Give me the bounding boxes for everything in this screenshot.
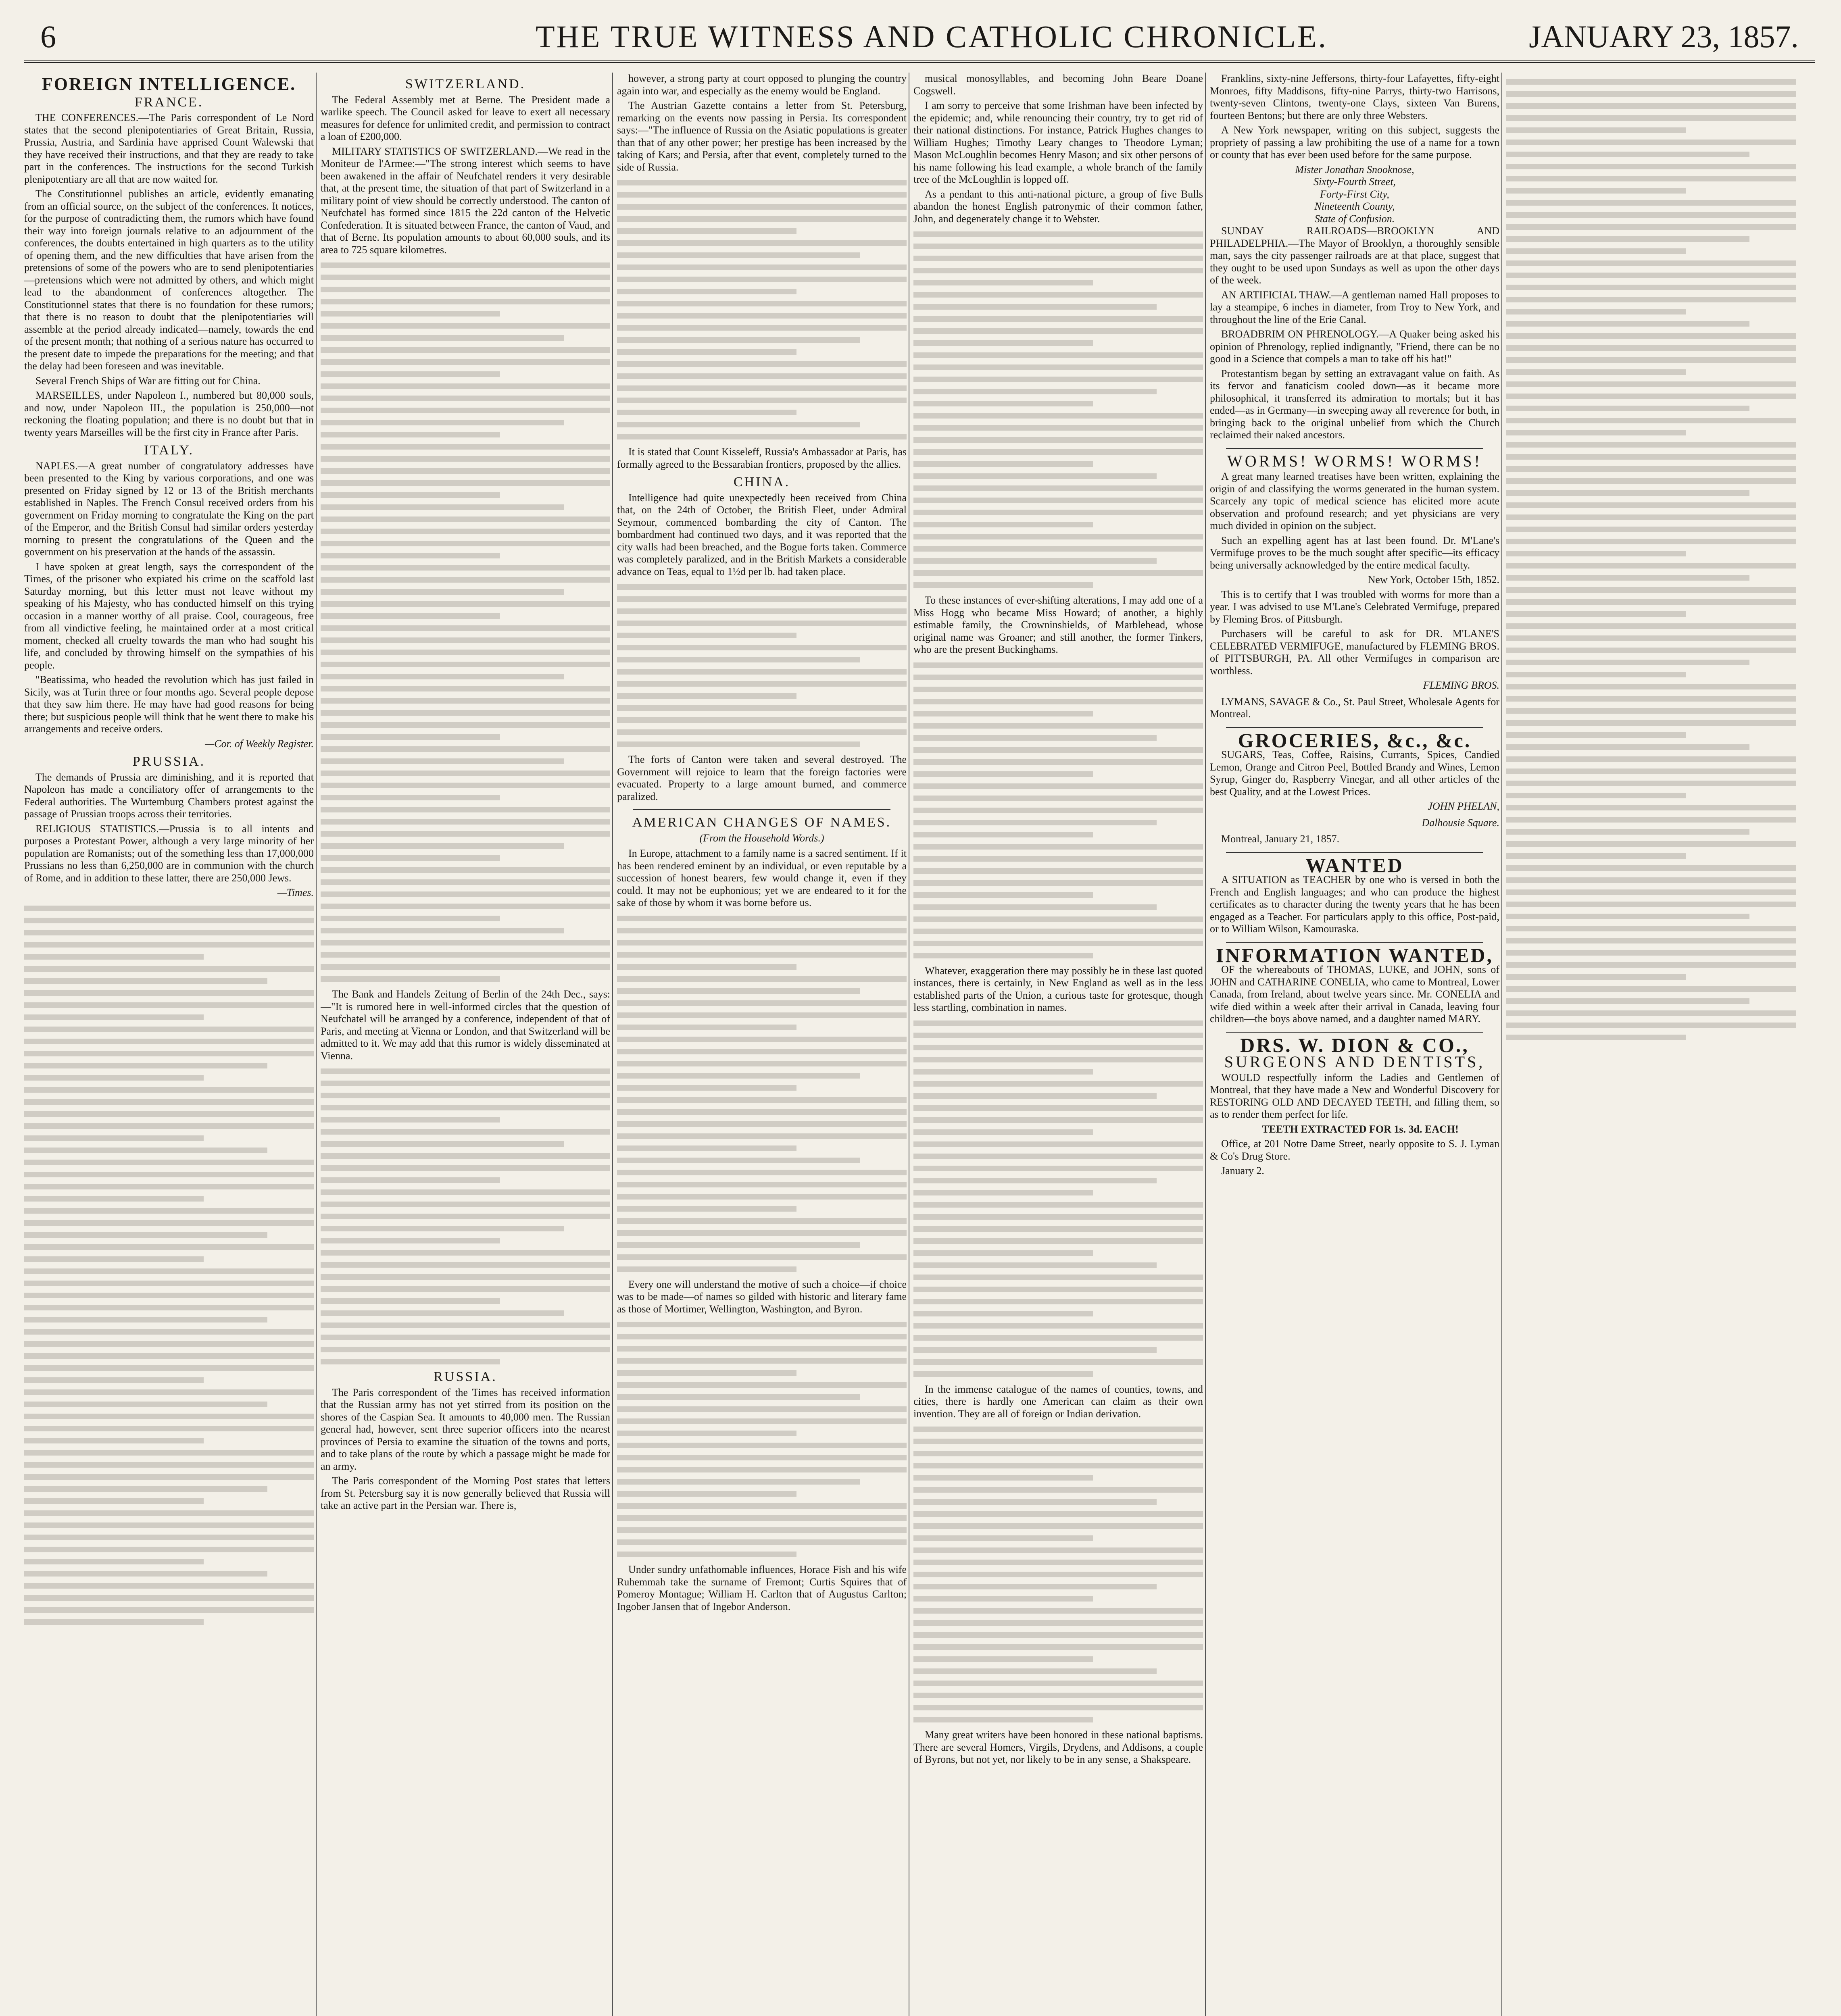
ad-signature: FLEMING BROS.	[1423, 679, 1499, 691]
text-filler	[24, 906, 314, 1625]
column-1	[24, 73, 314, 2016]
ad-heading-worms: WORMS! WORMS! WORMS!	[1227, 452, 1482, 470]
ad-paragraph: This is to certify that I was troubled with worms for more than a year. I was advised to use M'Lane's Celebrated Vermifuge, prepared by Fleming Bros. of Pittsburgh.	[1210, 588, 1499, 625]
column-4	[913, 73, 1203, 2016]
ad-date: Montreal, January 21, 1857.	[1221, 833, 1340, 845]
ad-paragraph: Office, at 201 Notre Dame Street, nearly opposite to S. J. Lyman & Co's Drug Store.	[1210, 1138, 1499, 1162]
divider	[1226, 448, 1483, 449]
article-paragraph: The forts of Canton were taken and several destroyed. The Government will rejoice to learn that the foreign factories were evacuated. Property to a large amount burned, and commerce paralized.	[617, 754, 907, 802]
source-line: (From the Household Words.)	[699, 832, 824, 844]
address-line: Sixty-Fourth Street,	[1313, 176, 1396, 187]
address-block	[1210, 164, 1499, 225]
ad-paragraph: A SITUATION as TEACHER by one who is versed in both the French and English languages; and who can produce the highest certificates as to character during the twenty years that he has been engaged as a Teacher. For particulars apply to this office, Post-paid, or to William Wilson, Kamouraska.	[1210, 874, 1499, 935]
heading-american-names: AMERICAN CHANGES OF NAMES.	[632, 815, 892, 830]
ad-paragraph: LYMANS, SAVAGE & Co., St. Paul Street, Wholesale Agents for Montreal.	[1210, 696, 1499, 720]
article-paragraph: THE CONFERENCES.—The Paris correspondent of Le Nord states that the second plenipotentiaries of Great Britain, Russia, Prussia, Austria, and Sardinia have apprised Count Walewski that they have received their instructions, and that they are ready to take part in the conferences. The instructions for the second Turkish plenipotentiary are all that are now waited for.	[24, 112, 314, 185]
ad-signature: JOHN PHELAN,	[1428, 800, 1499, 812]
article-paragraph: however, a strong party at court opposed to plunging the country again into war, and especially as the enemy would be England.	[617, 73, 907, 97]
column-rule	[612, 73, 613, 2016]
column-rule	[316, 73, 317, 2016]
article-paragraph: MARSEILLES, under Napoleon I., numbered but 80,000 souls, and now, under Napoleon III., the population is 250,000—not reckoning the floating population; and there is no doubt but that in twenty years Marseilles will be the first city in France after Paris.	[24, 389, 314, 438]
article-paragraph: MILITARY STATISTICS OF SWITZERLAND.—We read in the Moniteur de l'Armee:—"The strong interest which seems to have been awakened in the affair of Neufchatel renders it very desirable that, at the present time, the situation of that part of Switzerland in a military point of view should be correctly understood. The canton of Neufchatel has formed since 1815 the 22d canton of the Helvetic Confederation. It is situated between France, the canton of Vaud, and that of Berne. Its population amounts to about 60,000 souls, and its area to 725 square kilometres.	[321, 145, 610, 256]
heading-switzerland: SWITZERLAND.	[405, 77, 526, 92]
page-number: 6	[40, 19, 56, 54]
column-6	[1506, 73, 1796, 2016]
text-filler	[913, 1020, 1203, 1377]
article-paragraph: The Austrian Gazette contains a letter from St. Petersburg, remarking on the events now passing in Persia. Its correspondent says:—"The influence of Russia on the Asiatic populations is greater than that of any other power; her prestige has been increased by the taking of Kars; and Persia, after that event, completely turned to the side of Russia.	[617, 100, 907, 173]
address-line: State of Confusion.	[1314, 212, 1395, 225]
ad-date: January 2.	[1221, 1165, 1264, 1177]
column-2	[321, 73, 610, 2016]
article-paragraph: Under sundry unfathomable influences, Horace Fish and his wife Ruhemmah take the surname of Fremont; Curtis Squires that of Pomeroy Montague; William H. Carlton that of Augustus Carlton; Ingober Jansen that of Ingebor Anderson.	[617, 1564, 907, 1612]
column-rule	[1501, 73, 1502, 2016]
article-paragraph: In Europe, attachment to a family name is a sacred sentiment. If it has been rendered eminent by an individual, or even reputable by a succession of honest bearers, few would change it, even if they could. It may not be euphonious; yet we are endeared to it for the sake of those by whom it was borne before us.	[617, 848, 907, 908]
article-paragraph: BROADBRIM ON PHRENOLOGY.—A Quaker being asked his opinion of Phrenology, replied indignantly, "Friend, there can be no good in a Science that compels a man to take off his hat!"	[1210, 328, 1499, 364]
text-filler	[321, 1068, 610, 1364]
ad-heading-wanted: WANTED	[1305, 854, 1404, 877]
divider	[1226, 1032, 1483, 1033]
ad-subheading-dentists: SURGEONS AND DENTISTS,	[1224, 1053, 1485, 1071]
text-filler	[913, 1427, 1203, 1722]
ad-paragraph: A great many learned treatises have been written, explaining the origin of and classifying the worms generated in the human system. Scarcely any topic of medical science has elicited more acute observation and profound research; and yet physicians are very much divided in opinion on the subject.	[1210, 471, 1499, 531]
text-filler	[321, 262, 610, 982]
ad-paragraph: WOULD respectfully inform the Ladies and Gentlemen of Montreal, that they have made a New and Wonderful Discovery for RESTORING OLD AND DECAYED TEETH, and filling them, so as to render them perfect for life.	[1210, 1071, 1499, 1120]
newspaper-title: THE TRUE WITNESS AND CATHOLIC CHRONICLE.	[535, 19, 1328, 54]
text-filler	[1506, 79, 1796, 1040]
article-paragraph: The Paris correspondent of the Morning Post states that letters from St. Petersburg say it is now generally believed that Russia will take an active part in the Persian war. There is,	[321, 1475, 610, 1511]
section-title: FOREIGN INTELLIGENCE.	[42, 74, 296, 94]
ad-paragraph: Such an expelling agent has at last been found. Dr. M'Lane's Vermifuge proves to be the much sought after specific—its efficacy being universally acknowledged by the entire medical faculty.	[1210, 534, 1499, 571]
article-paragraph: AN ARTIFICIAL THAW.—A gentleman named Hall proposes to lay a steampipe, 6 inches in diameter, from Troy to New York, and throughout the line of the Erie Canal.	[1210, 289, 1499, 325]
article-paragraph: Franklins, sixty-nine Jeffersons, thirty-four Lafayettes, fifty-eight Monroes, fifty Maddisons, fifty-nine Parrys, thirty-two Harrisons, twenty-seven Clintons, twenty-one Clays, sixteen Van Burens, fourteen Bentons; but there are only three Websters.	[1210, 73, 1499, 121]
ad-signature: Dalhousie Square.	[1422, 816, 1499, 829]
masthead	[24, 16, 1815, 63]
text-filler	[617, 916, 907, 1272]
source-credit: —Cor. of Weekly Register.	[205, 737, 314, 750]
ad-paragraph: OF the whereabouts of THOMAS, LUKE, and JOHN, sons of JOHN and CATHARINE CONELIA, who came to Montreal, Lower Canada, from Ireland, about twelve years since. Mr. CONELIA and wife died within a week after their arrival in Canada, leaving four children—the boys above named, and a daughter named MARY.	[1210, 964, 1499, 1025]
article-paragraph: musical monosyllables, and becoming John Beare Doane Cogswell.	[913, 73, 1203, 97]
article-paragraph: It is stated that Count Kisseleff, Russia's Ambassador at Paris, has formally agreed to the Bessarabian frontiers, proposed by the allies.	[617, 446, 907, 470]
article-paragraph: "Beatissima, who headed the revolution which has just failed in Sicily, was at Turin three or four months ago. Several people depose that they saw him there. He may have had good reasons for being there; but suspicious people will think that he went there to make his arrangements and receive orders.	[24, 674, 314, 735]
article-paragraph: The demands of Prussia are diminishing, and it is reported that Napoleon has made a conciliatory offer of arrangements to the Federal authorities. The Wurtemburg Chambers protest against the passage of Prussian troops across their territories.	[24, 771, 314, 820]
article-paragraph: Every one will understand the motive of such a choice—if choice was to be made—of names so gilded with historic and literary fame as those of Mortimer, Wellington, Washington, and Byron.	[617, 1278, 907, 1315]
column-5	[1210, 73, 1499, 2016]
address-line: Nineteenth County,	[1314, 200, 1395, 212]
address-line: Mister Jonathan Snooknose,	[1295, 163, 1414, 175]
divider	[633, 809, 890, 810]
article-paragraph: Intelligence had quite unexpectedly been received from China that, on the 24th of October, the British Fleet, under Admiral Seymour, commenced bombarding the city of Canton. The bombardment had continued two days, and it was reported that the city walls had been breached, and the Bogue forts taken. Commerce was completely paralized, and in the British Markets a considerable advance on Teas, equal to 1½d per lb. had taken place.	[617, 492, 907, 577]
article-paragraph: SUNDAY RAILROADS—BROOKLYN AND PHILADELPHIA.—The Mayor of Brooklyn, a thoroughly sensible man, says the city passenger railroads are at that place, suggest that they ought to be used upon Sundays as well as upon the other days of the week.	[1210, 225, 1499, 286]
article-paragraph: Protestantism began by setting an extravagant value on faith. As its fervor and fanaticism cooled down—as it became more philosophical, it transferred its admiration to mortals; but it has ended—as in Germany—in sweeping away all reverence for both, in bringing back to the original unbelief from which the Church reclaimed their naked ancestors.	[1210, 367, 1499, 441]
heading-france: FRANCE.	[134, 94, 204, 110]
article-paragraph: Many great writers have been honored in these national baptisms. There are several Homers, Virgils, Drydens, and Addisons, a couple of Byrons, but not yet, nor likely to be in any sense, a Shakspeare.	[913, 1729, 1203, 1765]
article-paragraph: The Paris correspondent of the Times has received information that the Russian army has not yet stirred from its position on the shores of the Caspian Sea. It amounts to 40,000 men. The Russian general had, however, sent three superior officers into the nearest provinces of Persia to examine the situation of the towns and ports, and to take plans of the route by which a passage might be made for an army.	[321, 1386, 610, 1472]
article-paragraph: The Bank and Handels Zeitung of Berlin of the 24th Dec., says:—"It is rumored here in well-informed circles that the question of Neufchatel will be arranged by a conference, independent of that of Paris, and meeting at Vienna or London, and that Switzerland will be admitted to it. We may add that this rumor is widely disseminated at Vienna.	[321, 988, 610, 1062]
article-paragraph: RELIGIOUS STATISTICS.—Prussia is to all intents and purposes a Protestant Power, although a very large minority of her population are Romanists; out of the something less than 17,000,000 Prussians no less than 6,250,000 are in communion with the church of Rome, and in addition to these latter, there are 250,000 Jews.	[24, 823, 314, 884]
heading-russia: RUSSIA.	[434, 1369, 497, 1384]
article-paragraph: The Federal Assembly met at Berne. The President made a warlike speech. The Council asked for leave to exert all necessary measures for defence for unlimited credit, and permission to contract a loan of £200,000.	[321, 94, 610, 142]
ad-heading-dion: DRS. W. DION & CO.,	[1240, 1033, 1469, 1056]
article-paragraph: In the immense catalogue of the names of counties, towns, and cities, there is hardly one American can claim as their own invention. They are all of foreign or Indian derivation.	[913, 1383, 1203, 1420]
divider	[1226, 727, 1483, 728]
article-paragraph: I have spoken at great length, says the correspondent of the Times, of the prisoner who expiated his crime on the scaffold last Saturday morning, but this letter must not leave without my speaking of his Majesty, who has conducted himself on this trying occasion in a manner worthy of all praise. Cool, courageous, free from all vindictive feeling, he maintained order at a most critical moment, checked all cruelty towards the man who had sought his life, and concluded by throwing himself on the sympathies of his people.	[24, 560, 314, 671]
ad-heading-information: INFORMATION WANTED,	[1216, 943, 1494, 966]
text-filler	[913, 662, 1203, 958]
divider	[1226, 852, 1483, 853]
source-credit: —Times.	[277, 887, 314, 898]
address-line: Forty-First City,	[1320, 188, 1389, 200]
article-paragraph: NAPLES.—A great number of congratulatory addresses have been presented to the King by various corporations, and one was presented on Friday signed by 12 or 13 of the British merchants established in Naples. The French Consul received orders from his government on Friday morning to congratulate the King on the part of the Emperor, and the British Consul had similar orders yesterday morning to present the congratulations of the Queen and the government on his preservation at the hands of the assassin.	[24, 460, 314, 558]
article-paragraph: As a pendant to this anti-national picture, a group of five Bulls abandon the honest English patronymic of their common father, John, and degenerately change it to Webster.	[913, 188, 1203, 225]
divider	[1226, 942, 1483, 943]
heading-italy: ITALY.	[144, 443, 194, 458]
column-3	[617, 73, 907, 2016]
heading-prussia: PRUSSIA.	[132, 754, 206, 769]
article-paragraph: The Constitutionnel publishes an article, evidently emanating from an official source, on the subject of the conferences. It notices, for the purpose of contradicting them, the rumors which have found their way into foreign journals relative to an adjournment of the conferences, the doubts entertained in high quarters as to the utility of opening them, and the new difficulties that have arisen from the pretensions of some of the powers who are to send plenipotentiaries—pretensions which were not admitted by others, and which might lead to the abandonment of conferences altogether. The Constitutionnel states that there is no foundation for these rumors; that there is no reason to doubt that the plenipotentiaries will assemble at the period already indicated—namely, towards the end of the present month; that nothing of a serious nature has occurred to the present date to impede the preparations for the meeting; and that the delay had been foreseen and was inevitable.	[24, 188, 314, 372]
column-rule	[1205, 73, 1206, 2016]
ad-paragraph: TEETH EXTRACTED FOR 1s. 3d. EACH!	[1262, 1123, 1459, 1135]
text-filler	[617, 1322, 907, 1557]
text-filler	[617, 584, 907, 747]
article-paragraph: I am sorry to perceive that some Irishman have been infected by the epidemic; and, while renouncing their country, try to get rid of their national distinctions. For instance, Patrick Hughes changes to William Hughes; Timothy Leary changes to Theodore Lyman; Mason McLoughlin becomes Henry Mason; and six other persons of his name following his lead example, a whole branch of the family tree of the McLoughlin is lopped off.	[913, 100, 1203, 185]
ad-paragraph: New York, October 15th, 1852.	[1368, 574, 1499, 585]
ad-paragraph: SUGARS, Teas, Coffee, Raisins, Currants, Spices, Candied Lemon, Orange and Citron Peel, Bottled Brandy and Wines, Lemon Syrup, Ginger do, Raspberry Vinegar, and all other articles of the best Quality, and at the Lowest Prices.	[1210, 749, 1499, 798]
article-paragraph: Several French Ships of War are fitting out for China.	[35, 375, 261, 387]
article-paragraph: A New York newspaper, writing on this subject, suggests the propriety of passing a law prohibiting the use of a name for a town or county that has ever been used before for the same purpose.	[1210, 124, 1499, 160]
text-filler	[913, 231, 1203, 588]
heading-china: CHINA.	[733, 475, 790, 489]
article-paragraph: Whatever, exaggeration there may possibly be in these last quoted instances, there is certainly, in New England as well as in the less established parts of the Union, a curious taste for grotesque, though less startling, combination in names.	[913, 964, 1203, 1013]
ad-heading-groceries: GROCERIES, &c., &c.	[1238, 729, 1472, 752]
ad-paragraph: Purchasers will be careful to ask for DR. M'LANE'S CELEBRATED VERMIFUGE, manufactured by FLEMING BROS. of PITTSBURGH, PA. All other Vermifuges in comparison are worthless.	[1210, 628, 1499, 677]
text-filler	[617, 180, 907, 439]
article-paragraph: To these instances of ever-shifting alterations, I may add one of a Miss Hogg who became Miss Howard; of another, a highly estimable family, the Crowninshields, of Marblehead, whose original name was Groaner; and still another, the former Tinkers, who are the present Buckinghams.	[913, 594, 1203, 655]
issue-date: JANUARY 23, 1857.	[1529, 19, 1799, 54]
